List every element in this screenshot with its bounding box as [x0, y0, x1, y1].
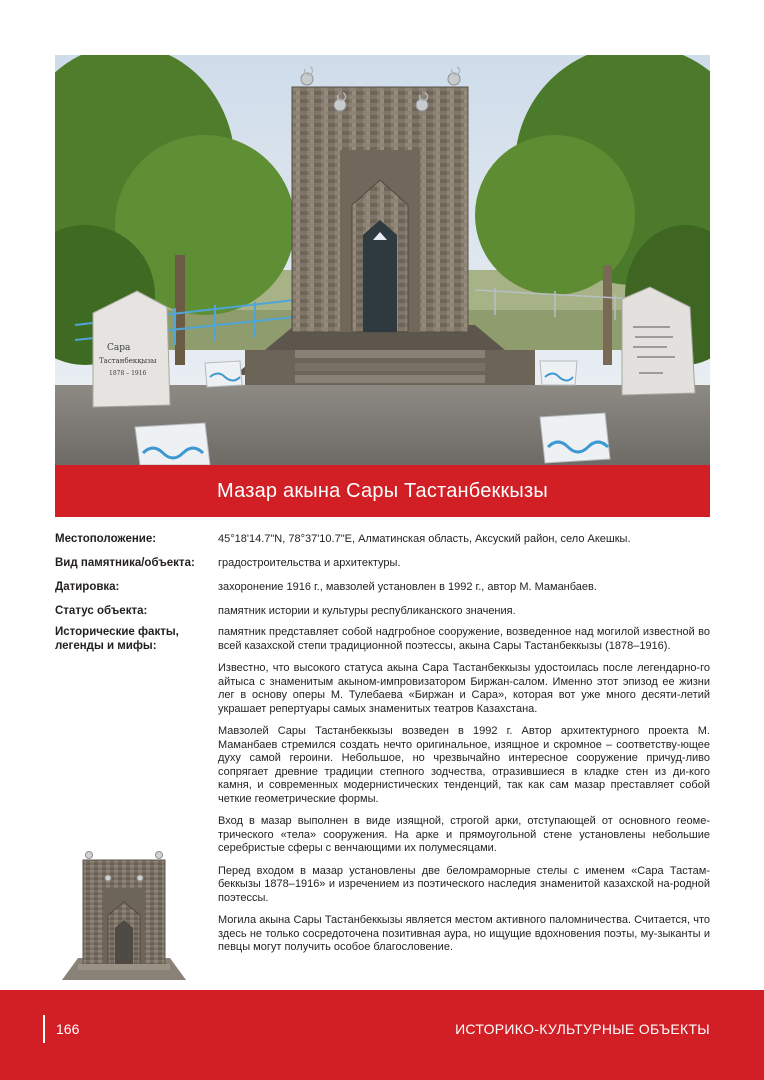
info-row-type	[55, 557, 710, 581]
mausoleum-photo	[55, 55, 710, 465]
info-label: Датировка:	[55, 581, 120, 593]
mausoleum-thumbnail-illustration	[58, 840, 193, 985]
history-paragraph: Могила акына Сары Тастанбеккызы является местом активного паломничества. Считается, что здесь не только сосредоточена позитивная аура, но ищущие вдохновения поэты, му-зыканты и певцы могут получить особое благословение.	[218, 914, 710, 953]
mausoleum-thumbnail	[58, 840, 193, 985]
history-text	[218, 626, 710, 955]
info-value: захоронение 1916 г., мавзолей установлен в 1992 г., автор М. Маманбаев.	[218, 581, 597, 593]
info-value: градостроительства и архитектуры.	[218, 557, 401, 569]
info-label-history	[55, 626, 215, 653]
stele-inscription-line2: Тастанбекқызы	[99, 357, 157, 365]
history-paragraph: Перед входом в мазар установлены две беломраморные стелы с именем «Сара Тастам-беккызы 1878–1916» и изречением из поэтического наследия знаменитой казахской на-родной поэтессы.	[218, 864, 710, 904]
stele-inscription-line3: 1878 – 1916	[109, 370, 147, 377]
stele-inscription-line1: Сара	[107, 343, 131, 353]
info-label-line: Исторические факты,	[55, 626, 179, 638]
info-value: памятник истории и культуры республиканского значения.	[218, 605, 516, 617]
footer-divider	[43, 1015, 45, 1043]
info-row-dating	[55, 581, 710, 605]
info-row-location	[55, 533, 710, 557]
page-footer	[0, 990, 764, 1080]
info-label: Вид памятника/объекта:	[55, 557, 195, 569]
section-title: ИСТОРИКО-КУЛЬТУРНЫЕ ОБЪЕКТЫ	[455, 1021, 710, 1037]
history-paragraph: памятник представляет собой надгробное сооружение, возведенное над могилой известной во всей казахской степи традиционной поэтессы, акына Сары Тастанбеккызы (1878–1916).	[218, 626, 710, 652]
history-paragraph: Мавзолей Сары Тастанбеккызы возведен в 1992 г. Автор архитектурного проекта М. Маманбаев стремился создать нечто оригинальное, изящное и скромное – соответству-ющее духу самой героини. Небольшое, но чрезвычайно интересное сооружение причуд-ливо сопрягает древние традиции степного зодчества, отразившиеся в кладке стен из ди-кого камня, и современных модернистических тенденций, так как сам мазар преставляет собой четкие геометрические формы.	[218, 725, 710, 805]
info-row-status	[55, 605, 710, 626]
info-label: Статус объекта:	[55, 605, 148, 617]
history-paragraph: Вход в мазар выполнен в виде изящной, строгой арки, отступающей от основного геоме-трического «тела» сооружения. На арке и прямоугольной стене установлены небольшие серебристые сферы с венчающими их полумесяцами.	[218, 815, 710, 854]
info-label-line: легенды и мифы:	[55, 639, 157, 652]
title-band	[55, 465, 710, 517]
history-paragraph: Известно, что высокого статуса акына Сара Тастанбеккызы удостоилась после легендарно-го айтыса с знаменитым акыном-импровизатором Биржан-салом. Именно этот эпизод ее жизни лег в основу оперы М. Тулебаева «Биржан и Сара», которая вот уже много десяти-летий украшает репертуары самых знаменитых театров Казахстана.	[218, 662, 710, 715]
page-number: 166	[56, 1021, 80, 1037]
mausoleum-photo-illustration	[55, 55, 710, 465]
page-title: Мазар акына Сары Тастанбеккызы	[217, 479, 548, 502]
info-label: Местоположение:	[55, 533, 157, 545]
info-value: 45°18'14.7"N, 78°37'10.7"E, Алматинская область, Аксуский район, село Акешкы.	[218, 533, 631, 545]
